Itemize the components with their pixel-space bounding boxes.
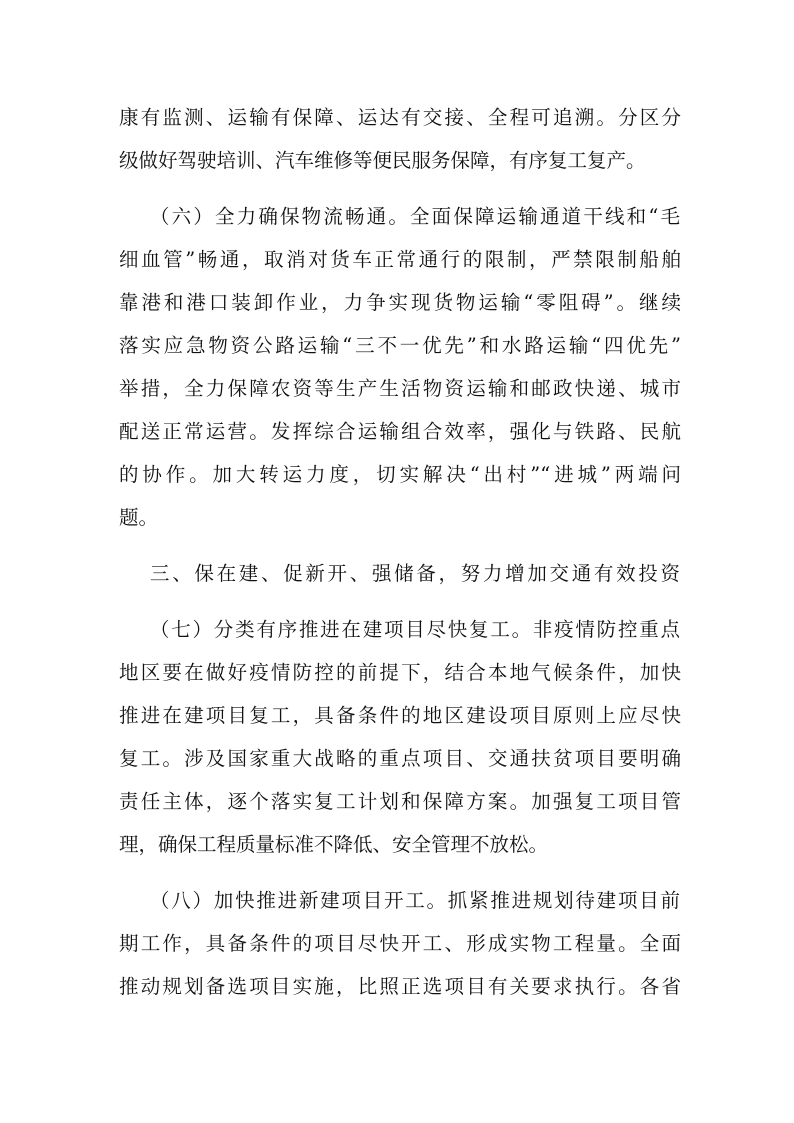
paragraph-line: 举措，全力保障农资等生产生活物资运输和邮政快递、城市: [119, 377, 681, 400]
paragraph-line: 配送正常运营。发挥综合运输组合效率，强化与铁路、民航: [119, 420, 681, 443]
paragraph-line: 级做好驾驶培训、汽车维修等便民服务保障，有序复工复产。: [119, 149, 646, 172]
paragraph-line: 的协作。加大转运力度，切实解决“出村”“进城”两端问: [119, 463, 681, 486]
paragraph-line: 期工作，具备条件的项目尽快开工、形成实物工程量。全面: [119, 932, 681, 955]
paragraph-line: 推进在建项目复工，具备条件的地区建设项目原则上应尽快: [119, 704, 681, 727]
paragraph-line: 康有监测、运输有保障、运达有交接、全程可追溯。分区分: [119, 106, 681, 129]
paragraph-line: 题。: [119, 506, 159, 529]
paragraph-line: 靠港和港口装卸作业，力争实现货物运输“零阻碍”。继续: [119, 291, 681, 314]
paragraph-line: （七）分类有序推进在建项目尽快复工。非疫情防控重点: [150, 618, 680, 641]
paragraph-line: （六）全力确保物流畅通。全面保障运输通道干线和“毛: [150, 205, 680, 228]
paragraph-line: 地区要在做好疫情防控的前提下，结合本地气候条件，加快: [119, 661, 681, 684]
paragraph-line: 责任主体，逐个落实复工计划和保障方案。加强复工项目管: [119, 790, 681, 813]
paragraph-line: 细血管”畅通，取消对货车正常通行的限制，严禁限制船舶: [119, 248, 681, 271]
paragraph-line: 复工。涉及国家重大战略的重点项目、交通扶贫项目要明确: [119, 747, 681, 770]
paragraph-line: （八）加快推进新建项目开工。抓紧推进规划待建项目前: [150, 889, 680, 912]
paragraph-line: 推动规划备选项目实施，比照正选项目有关要求执行。各省: [119, 975, 681, 998]
paragraph-line: 理，确保工程质量标准不降低、安全管理不放松。: [119, 833, 549, 856]
section-heading: 三、保在建、促新开、强储备，努力增加交通有效投资: [150, 562, 680, 585]
paragraph-line: 落实应急物资公路运输“三不一优先”和水路运输“四优先”: [119, 334, 681, 357]
